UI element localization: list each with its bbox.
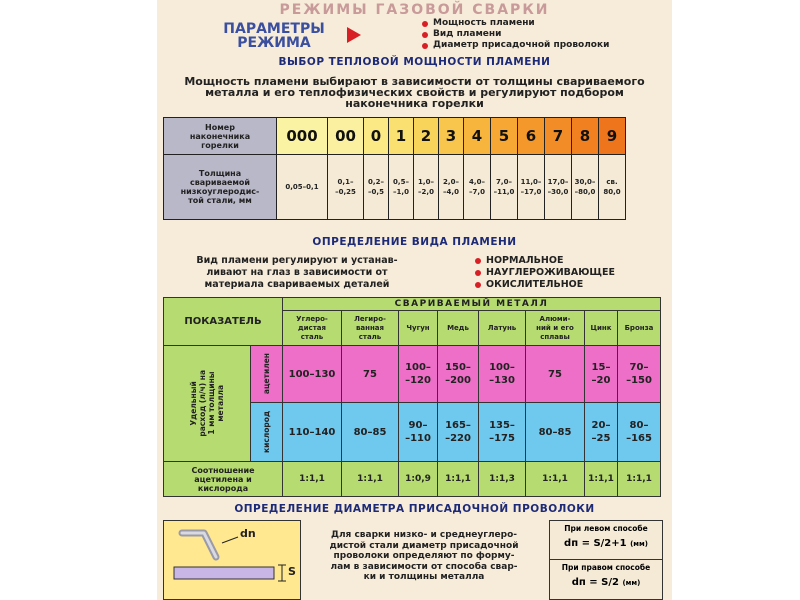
column-header: Углеро- дистая сталь (283, 311, 342, 346)
tip-number-cell: 00 (328, 118, 364, 155)
tip-number-cell: 7 (545, 118, 572, 155)
ratio-cell: 1:1,1 (585, 462, 618, 497)
column-header: Алюми- ний и его сплавы (526, 311, 585, 346)
arrow-right-icon (347, 27, 361, 43)
acetylene-cell: 150– –200 (438, 346, 479, 403)
ratio-cell: 1:1,1 (526, 462, 585, 497)
params-list-item: Диаметр присадочной проволоки (422, 40, 609, 51)
oxygen-cell: 20– –25 (585, 403, 618, 462)
power-text: Мощность пламени выбирают в зависимости от толщины свариваемого металла и его теплофизических свойств и регулируют подбором наконечника горелки (184, 75, 645, 110)
oxygen-cell: 80– –165 (618, 403, 661, 462)
column-header: Бронза (618, 311, 661, 346)
thickness-cell: 0,5– –1,0 (389, 155, 414, 220)
params-list (422, 18, 609, 51)
ratio-row (164, 462, 661, 497)
flame-text: Вид пламени регулируют и устанав- ливают на глаз в зависимости от материала свариваемых деталей (196, 255, 398, 290)
column-header: Чугун (399, 311, 438, 346)
column-header: Медь (438, 311, 479, 346)
flame-type-item: ОКИСЛИТЕЛЬНОЕ (475, 279, 615, 291)
oxygen-cell: 80–85 (342, 403, 399, 462)
tip-number-cell: 9 (599, 118, 626, 155)
ratio-cell: 1:1,1 (283, 462, 342, 497)
flame-type-item: НОРМАЛЬНОЕ (475, 255, 615, 267)
right-method-formula: При правом способе dп = S/2 (мм) (561, 563, 651, 588)
page-title: РЕЖИМЫ ГАЗОВОЙ СВАРКИ (279, 2, 550, 18)
acetylene-cell: 15– –20 (585, 346, 618, 403)
ratio-cell: 1:1,3 (479, 462, 526, 497)
thickness-cell: 11,0– –17,0 (518, 155, 545, 220)
formula-box (549, 520, 663, 600)
acetylene-row (164, 346, 661, 403)
params-list-item: Мощность пламени (422, 18, 609, 29)
tip-number-cell: 5 (491, 118, 518, 155)
bullet-icon (422, 43, 428, 49)
column-header: Цинк (585, 311, 618, 346)
welding-rod-diagram (164, 521, 299, 598)
ratio-cell: 1:1,1 (342, 462, 399, 497)
flame-types-list (475, 255, 615, 291)
params-label: ПАРАМЕТРЫ РЕЖИМА (223, 21, 325, 51)
ratio-cell: 1:0,9 (399, 462, 438, 497)
thickness-cell: св. 80,0 (599, 155, 626, 220)
tip-number-label: Номер наконечника горелки (164, 118, 277, 155)
specific-consumption-label: Удельный расход (л/ч) на 1 мм толщины металла (164, 346, 251, 462)
acetylene-cell: 100– –130 (479, 346, 526, 403)
bullet-icon (475, 270, 481, 276)
oxygen-label: кислород (251, 403, 283, 462)
oxygen-cell: 80–85 (526, 403, 585, 462)
acetylene-cell: 100–130 (283, 346, 342, 403)
thickness-cell: 1,0– –2,0 (414, 155, 439, 220)
tip-table (163, 117, 626, 220)
acetylene-cell: 100– –120 (399, 346, 438, 403)
metals-table (163, 297, 661, 497)
tip-number-cell: 0 (364, 118, 389, 155)
wire-illustration (163, 520, 301, 600)
oxygen-cell: 165– –220 (438, 403, 479, 462)
thickness-cell: 0,05–0,1 (277, 155, 328, 220)
params-list-item: Вид пламени (422, 29, 609, 40)
bullet-icon (475, 282, 481, 288)
metal-group-header: СВАРИВАЕМЫЙ МЕТАЛЛ (283, 298, 661, 311)
flame-heading: ОПРЕДЕЛЕНИЕ ВИДА ПЛАМЕНИ (312, 236, 517, 248)
thickness-cell: 7,0– –11,0 (491, 155, 518, 220)
indicator-header: ПОКАЗАТЕЛЬ (164, 298, 283, 346)
acetylene-cell: 70– –150 (618, 346, 661, 403)
thickness-cell: 0,2– –0,5 (364, 155, 389, 220)
acetylene-cell: 75 (342, 346, 399, 403)
thickness-label: Толщина свариваемой низкоуглеродис- той стали, мм (164, 155, 277, 220)
tip-number-cell: 2 (414, 118, 439, 155)
thickness-cell: 4,0– –7,0 (464, 155, 491, 220)
tip-number-cell: 000 (277, 118, 328, 155)
metals-header-row (164, 298, 661, 311)
tip-number-row (164, 118, 626, 155)
s-label: S (288, 565, 296, 578)
tip-number-cell: 1 (389, 118, 414, 155)
poster-sheet (157, 0, 672, 600)
tip-number-cell: 3 (439, 118, 464, 155)
flame-type-item: НАУГЛЕРОЖИВАЮЩЕЕ (475, 267, 615, 279)
oxygen-cell: 90– –110 (399, 403, 438, 462)
column-header: Легиро- ванная сталь (342, 311, 399, 346)
wire-text: Для сварки низко- и среднеуглеро- дистой стали диаметр присадочной проволоки определяют по форму- лам в зависимости от способа свар- ки и толщины металла (329, 530, 519, 582)
thickness-cell: 0,1– –0,25 (328, 155, 364, 220)
thickness-cell: 2,0– –4,0 (439, 155, 464, 220)
oxygen-cell: 110–140 (283, 403, 342, 462)
thickness-cell: 17,0– –30,0 (545, 155, 572, 220)
column-header: Латунь (479, 311, 526, 346)
dn-label: dn (240, 527, 256, 540)
tip-number-cell: 8 (572, 118, 599, 155)
tip-number-cell: 6 (518, 118, 545, 155)
power-heading: ВЫБОР ТЕПЛОВОЙ МОЩНОСТИ ПЛАМЕНИ (278, 56, 551, 68)
acetylene-label: ацетилен (251, 346, 283, 403)
bullet-icon (475, 258, 481, 264)
oxygen-cell: 135– –175 (479, 403, 526, 462)
ratio-cell: 1:1,1 (438, 462, 479, 497)
ratio-label: Соотношение ацетилена и кислорода (164, 462, 283, 497)
wire-heading: ОПРЕДЕЛЕНИЕ ДИАМЕТРА ПРИСАДОЧНОЙ ПРОВОЛОКИ (234, 503, 595, 515)
thickness-cell: 30,0– –80,0 (572, 155, 599, 220)
tip-thickness-row (164, 155, 626, 220)
left-method-formula: При левом способе dп = S/2+1 (мм) (550, 521, 662, 560)
tip-number-cell: 4 (464, 118, 491, 155)
acetylene-cell: 75 (526, 346, 585, 403)
bullet-icon (422, 32, 428, 38)
bullet-icon (422, 21, 428, 27)
ratio-cell: 1:1,1 (618, 462, 661, 497)
